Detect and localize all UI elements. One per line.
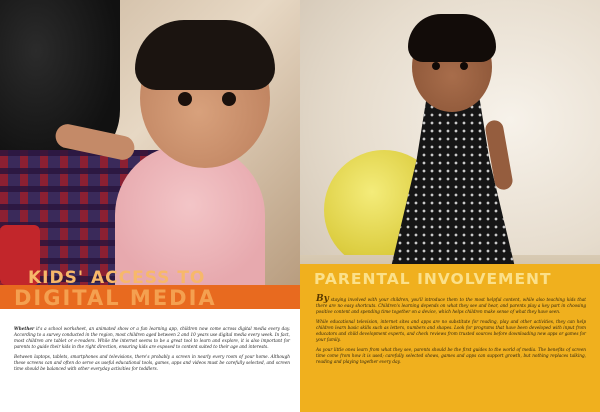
right-paragraph-1-body: staying involved with your children, you'll introduce them to the most helpful content, while also teaching kids that there are no easy shortcuts. Children's learning depends on what they see and hear, and parents play a key part in choosing positive content and spending time together on a device, which helps children make sense of what they have seen.: [316, 297, 586, 314]
left-paragraph-1-lead: Whether: [14, 326, 35, 331]
heading-line1: KIDS' ACCESS TO: [28, 268, 206, 288]
photo-toddler-hair: [135, 20, 275, 90]
right-paragraph-2: While educational television, internet sites and apps are no substitute for reading, play and other activities, they can help children learn basic skills such as letters, numbers and shapes. Look for programs that have been developed with input from educators and child development experts, and check reviews from trusted sources before downloading new apps or games for your family.: [316, 319, 586, 342]
heading-line2: DIGITAL MEDIA: [14, 286, 217, 310]
right-body-text: [316, 296, 586, 369]
right-heading: PARENTAL INVOLVEMENT: [314, 270, 552, 288]
right-paragraph-3: As your little ones learn from what they see, parents should be the first guides to the world of media. The benefits of screen time come from how it is used; carefully selected shows, games and apps can support growth, but nothing replaces talking, reading and playing together every day.: [316, 347, 586, 364]
left-paragraph-2: Between laptops, tablets, smartphones and televisions, there's probably a screen in nearly every room of your home. Although these screens can and often do serve as useful educational tools, games, apps and videos must be carefully selected, and screen time should be balanced with other everyday activities for toddlers.: [14, 354, 290, 371]
photo-eye-right: [222, 92, 236, 106]
photo-eye-left: [178, 92, 192, 106]
left-paragraph-1-body: it's a school worksheet, an animated show or a fun learning app, children now come across digital media every day. According to a survey conducted in the region, most children aged between 2 and 10 years use digital media every week. In fact, most children are tablet or e-readers. While the internet seems to be a great tool to learn and explore, it is also important for parents to guide their kids in the right direction, ensuring kids are exposed to content suited to their age and interests.: [14, 326, 290, 349]
photo-toddler-hair: [408, 14, 496, 62]
right-paragraph-1-lead: By: [316, 294, 329, 304]
left-heading: [0, 268, 300, 316]
left-body-text: [14, 326, 290, 376]
photo-eye-left: [432, 62, 440, 70]
right-paragraph-1: [316, 296, 586, 315]
left-photo-toddler: [0, 0, 300, 300]
photo-eye-right: [460, 62, 468, 70]
right-photo-toddler: [300, 0, 600, 300]
right-page: [300, 0, 600, 412]
left-paragraph-1: [14, 326, 290, 350]
